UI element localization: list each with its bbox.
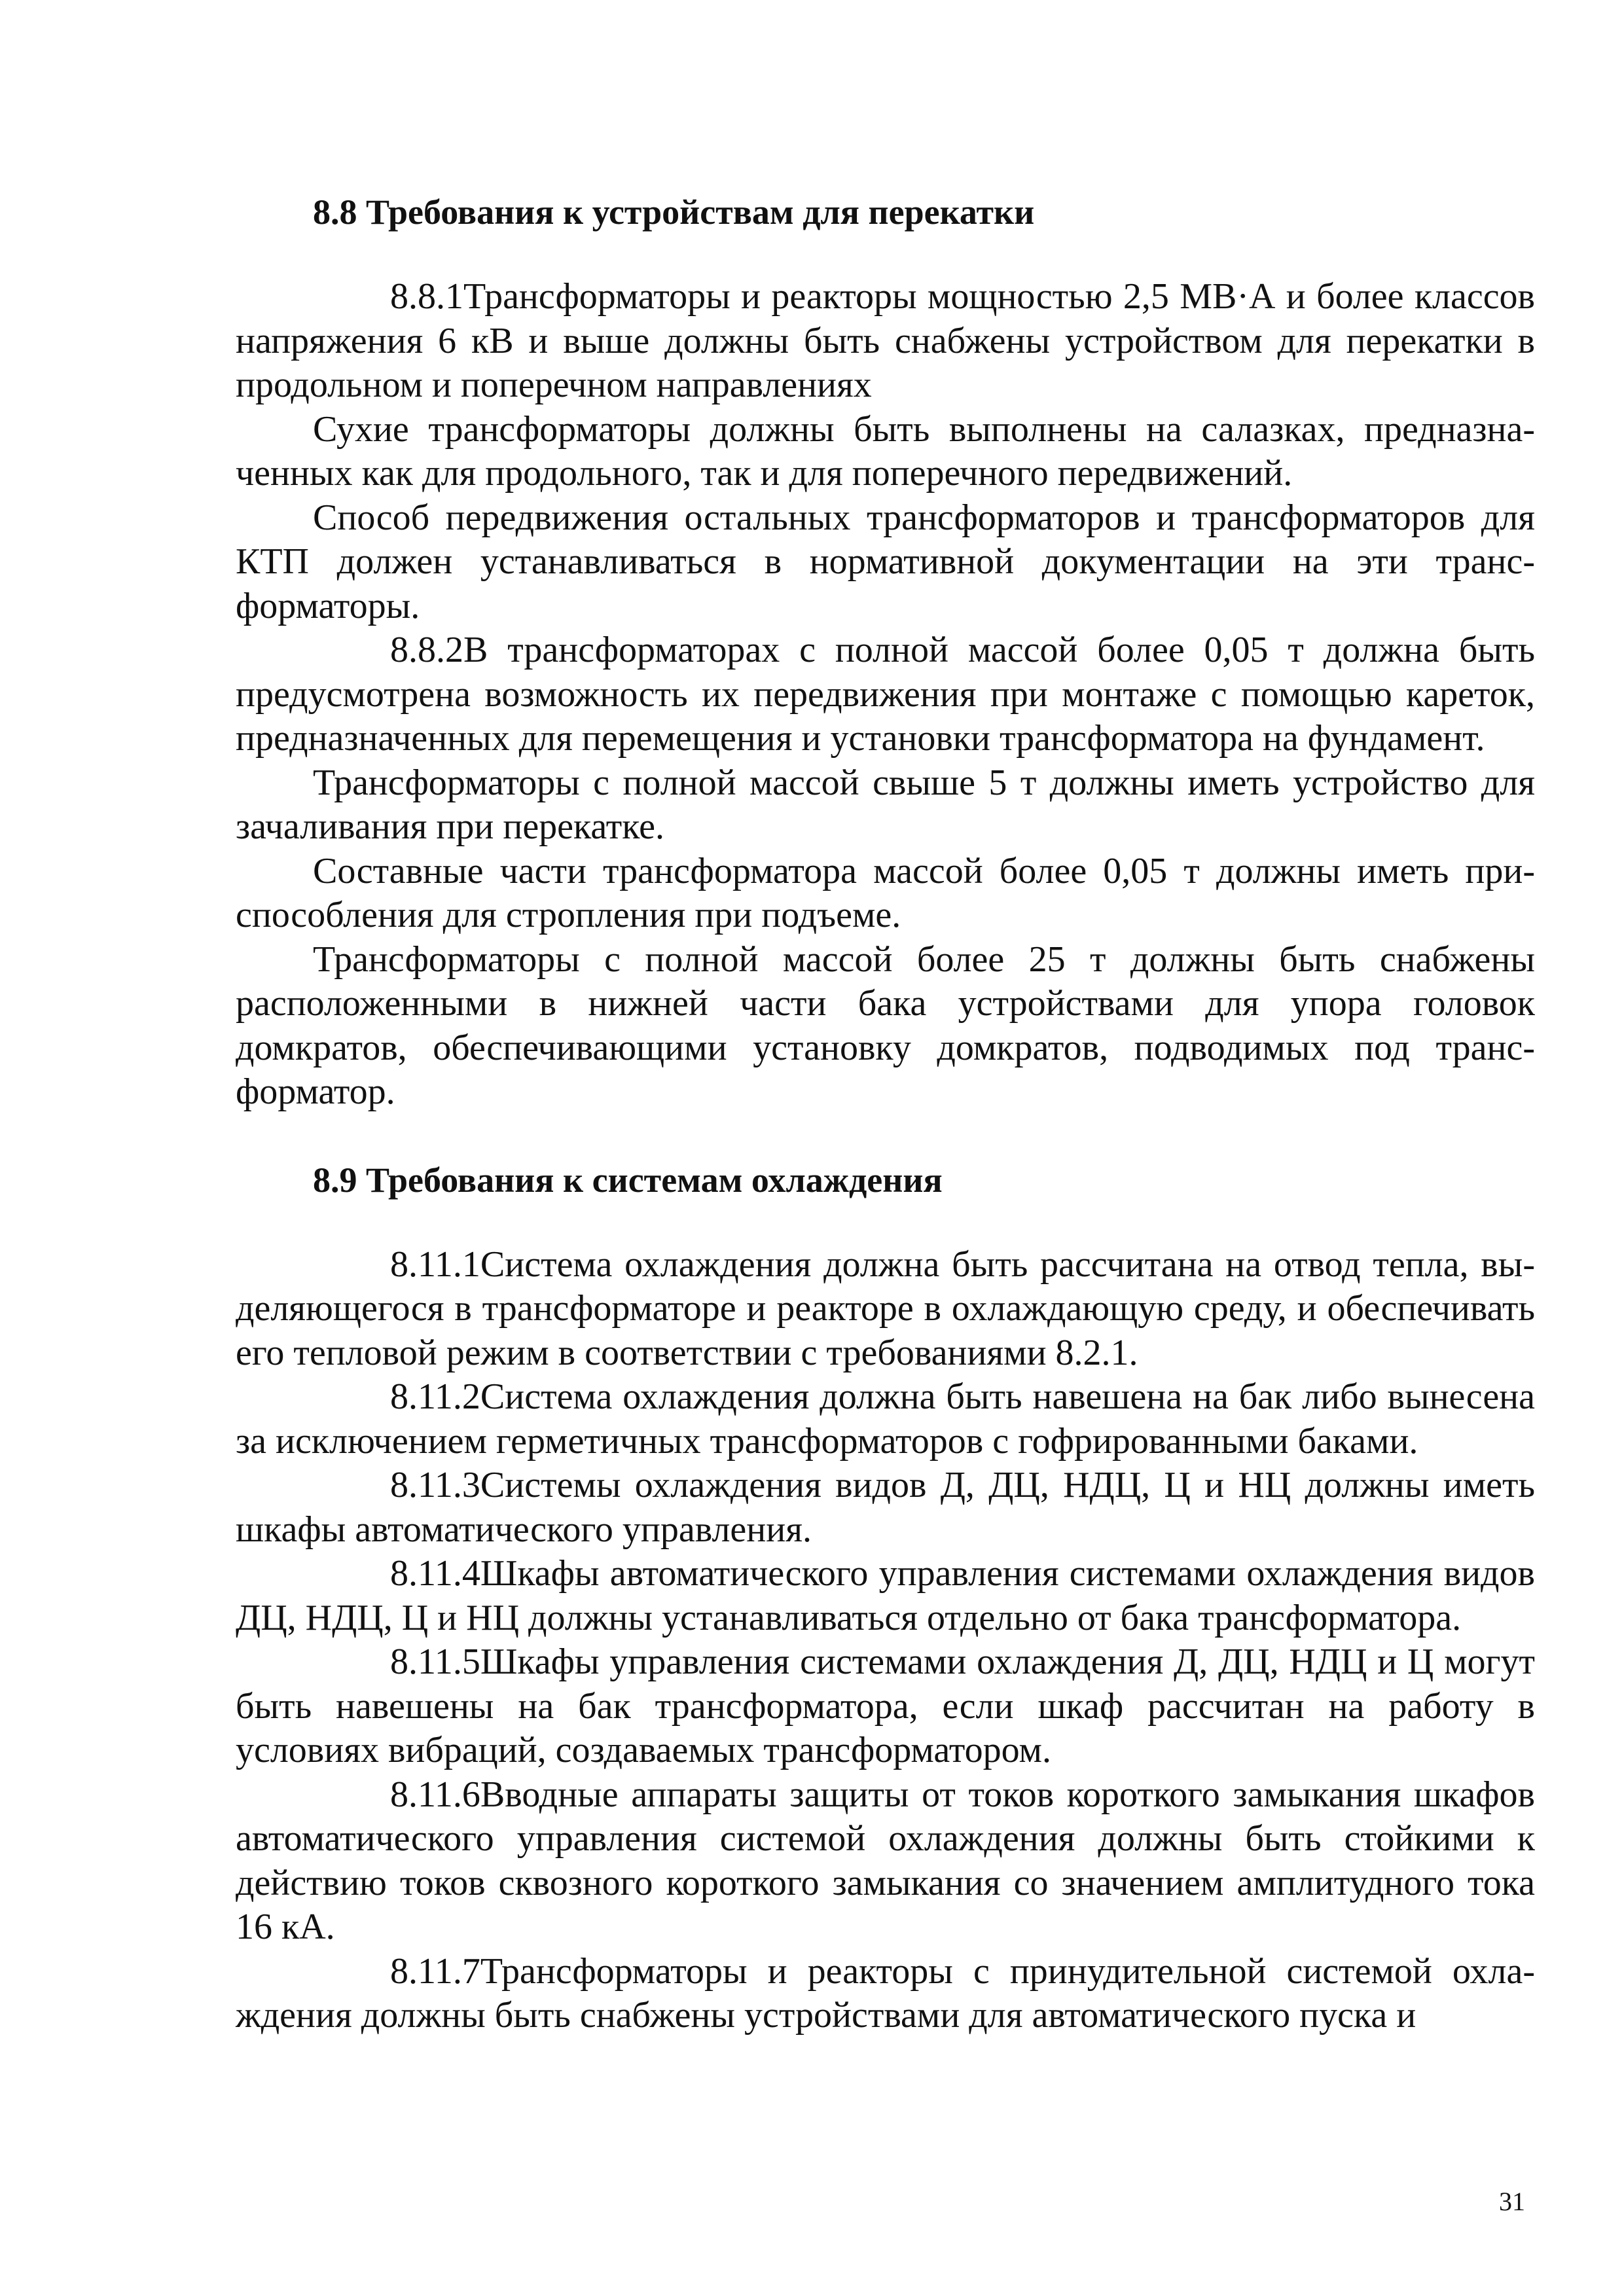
section-heading-8-9: 8.9 Требования к системам охлаждения xyxy=(313,1160,943,1200)
paragraph-8-8-1 xyxy=(236,275,1535,408)
clause-number: 8.8.2 xyxy=(390,630,463,670)
paragraph-components: Составные части трансформатора массой более 0,05 т должны иметь приспособления для стропления при подъеме. xyxy=(236,850,1535,935)
paragraph-jacks: Трансформаторы с полной массой более 25 т должны быть снабжены расположенными в нижней части бака устройствами для упора головок домкратов, обеспечивающими установку домкратов, подводимых под трансформатор. xyxy=(236,939,1535,1112)
clause-text: Шкафы автоматического управления системами охлаждения видов ДЦ, НДЦ, Ц и НЦ должны устанавливаться отдельно от бака трансформатора. xyxy=(236,1553,1535,1638)
page-number: 31 xyxy=(1499,2187,1525,2216)
clause-text: В трансформаторах с полной массой более 0,05 т должна быть предусмотрена возможность их передвижения при монтаже с помощью кареток, предназначенных для перемещения и установки трансформатора на фундамент. xyxy=(236,630,1535,759)
paragraph-8-11-5 xyxy=(236,1640,1535,1773)
paragraph-movement-method: Способ передвижения остальных трансформаторов и трансформаторов для КТП должен устанавливаться в нормативной документации на эти трансформаторы. xyxy=(236,497,1535,626)
paragraph-8-11-4 xyxy=(236,1552,1535,1640)
clause-number: 8.11.4 xyxy=(390,1553,480,1594)
clause-number: 8.11.1 xyxy=(390,1244,480,1285)
clause-number: 8.11.6 xyxy=(390,1774,480,1815)
paragraph-8-11-7 xyxy=(236,1950,1535,2038)
clause-number: 8.11.7 xyxy=(390,1950,480,1992)
clause-text: Трансформаторы и реакторы с принудительной системой охлаждения должны быть снабжены устройствами для автоматического пуска и xyxy=(236,1950,1535,2036)
paragraph-8-11-2 xyxy=(236,1375,1535,1463)
paragraph-8-8-2 xyxy=(236,628,1535,761)
clause-number: 8.11.5 xyxy=(390,1641,480,1682)
clause-text: Система охлаждения должна быть навешена на бак либо вынесена за исключением герметичных трансформаторов с гофрированными баками. xyxy=(236,1376,1535,1462)
clause-number: 8.11.3 xyxy=(390,1465,480,1505)
paragraph-8-11-1 xyxy=(236,1243,1535,1376)
section-heading-8-8: 8.8 Требования к устройствам для перекатки xyxy=(313,192,1035,232)
clause-text: Трансформаторы и реакторы мощностью 2,5 МВ·А и более классов напряжения 6 кВ и выше должны быть снабжены устройством для перекатки в продольном и поперечном направлениях xyxy=(236,276,1535,405)
page-content xyxy=(236,190,1535,2038)
clause-text: Вводные аппараты защиты от токов короткого замыкания шкафов автоматического управления системой охлаждения должны быть стойкими к действию токов сквозного короткого замыкания со значением амплитудного тока 16 кА. xyxy=(236,1774,1535,1947)
clause-number: 8.8.1 xyxy=(390,276,463,317)
clause-text: Системы охлаждения видов Д, ДЦ, НДЦ, Ц и НЦ должны иметь шкафы автоматического управления. xyxy=(236,1465,1535,1550)
clause-text: Шкафы управления системами охлаждения Д, ДЦ, НДЦ и Ц могут быть навешены на бак трансформатора, если шкаф рассчитан на работу в условиях вибраций, создаваемых трансформатором. xyxy=(236,1641,1535,1770)
clause-number: 8.11.2 xyxy=(390,1376,480,1417)
paragraph-8-11-3 xyxy=(236,1463,1535,1552)
paragraph-8-11-6 xyxy=(236,1773,1535,1950)
clause-text: Система охлаждения должна быть рассчитана на отвод тепла, выделяющегося в трансформаторе и реакторе в охлаждающую среду, и обеспечивать его тепловой режим в соответствии с требованиями 8.2.1. xyxy=(236,1244,1535,1373)
paragraph-slinging: Трансформаторы с полной массой свыше 5 т должны иметь устройство для зачаливания при перекатке. xyxy=(236,762,1535,847)
paragraph-dry-transformers: Сухие трансформаторы должны быть выполнены на салазках, предназначенных как для продольного, так и для поперечного передвижений. xyxy=(236,408,1535,493)
